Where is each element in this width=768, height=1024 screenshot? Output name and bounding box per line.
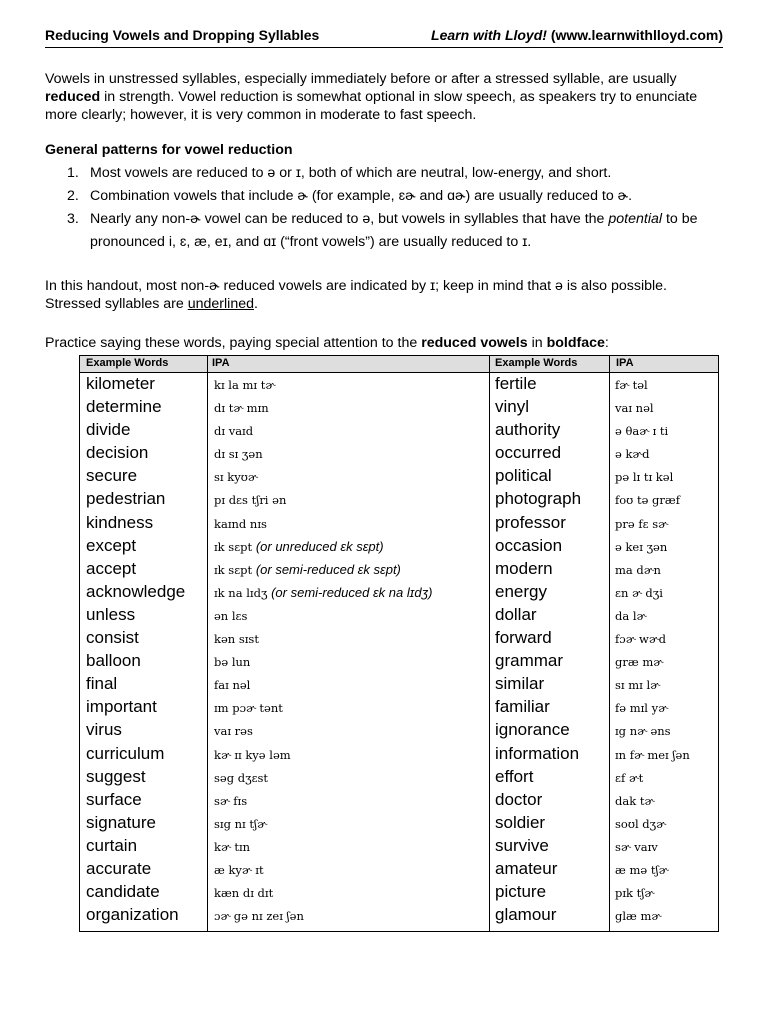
ipa-cell bbox=[214, 885, 273, 901]
example-word: vinyl bbox=[495, 397, 530, 417]
ipa-cell bbox=[214, 400, 269, 416]
practice-text: Practice saying these words, paying special attention to the bbox=[45, 335, 422, 351]
ipa-transcription: fɔɚ wɚd bbox=[615, 632, 666, 647]
example-word: glamour bbox=[495, 905, 557, 925]
example-word: balloon bbox=[86, 651, 141, 671]
ipa-transcription: ən lɛs bbox=[214, 608, 248, 623]
ipa-cell bbox=[214, 585, 432, 601]
ipa-transcription: dɪ sɪ ʒən bbox=[214, 447, 263, 462]
example-word: forward bbox=[495, 628, 552, 648]
example-word: grammar bbox=[495, 651, 564, 671]
list-text: Most vowels are reduced to ə or ɪ, both of which are neutral, low-energy, and short. bbox=[90, 165, 612, 181]
table-row bbox=[80, 512, 718, 535]
ipa-transcription: ɪk na lɪdʒ bbox=[214, 585, 268, 600]
ipa-cell bbox=[214, 770, 268, 786]
ipa-transcription: sɚ fɪs bbox=[214, 793, 248, 808]
ipa-transcription: kɚ ɪɪ kyə ləm bbox=[214, 747, 291, 762]
example-word: occasion bbox=[495, 535, 563, 555]
example-word: except bbox=[86, 535, 137, 555]
example-word: suggest bbox=[86, 766, 146, 786]
page-header bbox=[45, 27, 723, 48]
column-header-ipa-right: IPA bbox=[616, 357, 634, 369]
note-line-1: In this handout, most non-ɚ reduced vowels are indicated by ɪ; keep in mind that ə is also possible. bbox=[45, 278, 667, 294]
table-row bbox=[80, 627, 718, 650]
ipa-transcription: ɪk sɛpt bbox=[214, 539, 253, 554]
table-row bbox=[80, 835, 718, 858]
table-row bbox=[80, 488, 718, 511]
table-row bbox=[80, 604, 718, 627]
example-word: effort bbox=[495, 766, 534, 786]
table-row bbox=[80, 789, 718, 812]
table-row bbox=[80, 696, 718, 719]
example-word: virus bbox=[86, 720, 122, 740]
ipa-cell bbox=[214, 793, 247, 809]
table-header-row bbox=[80, 356, 718, 373]
example-word: kindness bbox=[86, 512, 154, 532]
ipa-transcription: ə kɚd bbox=[615, 447, 650, 462]
ipa-transcription: səg dʒɛst bbox=[214, 770, 269, 785]
ipa-transcription: pɪ dɛs tʃri ən bbox=[214, 493, 287, 508]
ipa-transcription: da lɚ bbox=[615, 608, 647, 623]
note-period: . bbox=[254, 296, 258, 312]
brand-credit bbox=[431, 27, 723, 43]
ipa-transcription: ma dɚn bbox=[615, 562, 661, 577]
list-text: to be pronounced i, ɛ, æ, eɪ, and ɑɪ (“front vowels”) are usually reduced to ɪ. bbox=[90, 211, 698, 250]
example-word: surface bbox=[86, 789, 142, 809]
ipa-transcription: ɪm pɔɚ tənt bbox=[214, 701, 283, 716]
example-word: doctor bbox=[495, 789, 543, 809]
ipa-cell bbox=[214, 516, 267, 532]
example-word: accurate bbox=[86, 858, 152, 878]
example-word: survive bbox=[495, 835, 549, 855]
list-number: 3. bbox=[67, 211, 79, 227]
intro-paragraph bbox=[45, 70, 725, 124]
ipa-cell bbox=[214, 377, 275, 393]
example-word: amateur bbox=[495, 858, 558, 878]
ipa-cell bbox=[214, 908, 304, 924]
example-word: modern bbox=[495, 558, 553, 578]
ipa-transcription: dɪ vaɪd bbox=[214, 424, 254, 439]
note-line-2: Stressed syllables are bbox=[45, 296, 188, 312]
table-row bbox=[80, 766, 718, 789]
ipa-cell bbox=[214, 723, 253, 739]
table-row bbox=[80, 881, 718, 904]
ipa-transcription: sɪ mɪ lɚ bbox=[615, 678, 660, 693]
ipa-transcription: bə lun bbox=[214, 655, 251, 670]
ipa-transcription: ə keɪ ʒən bbox=[615, 539, 668, 554]
ipa-transcription: ɛf ɚt bbox=[615, 770, 644, 785]
table-row bbox=[80, 904, 718, 927]
example-word: consist bbox=[86, 628, 139, 648]
practice-bold-2: boldface bbox=[546, 335, 605, 351]
ipa-transcription: dɪ tɚ mɪn bbox=[214, 401, 269, 416]
example-word: kilometer bbox=[86, 374, 155, 393]
ipa-transcription: kæn dɪ dɪt bbox=[214, 886, 274, 901]
example-word: acknowledge bbox=[86, 581, 186, 601]
table-row bbox=[80, 673, 718, 696]
ipa-cell bbox=[214, 631, 259, 647]
patterns-heading: General patterns for vowel reduction bbox=[45, 142, 293, 158]
ipa-cell bbox=[214, 747, 291, 763]
example-word: political bbox=[495, 466, 552, 486]
ipa-cell bbox=[214, 446, 263, 462]
words-table bbox=[79, 355, 719, 932]
ipa-cell bbox=[214, 654, 250, 670]
example-word: pedestrian bbox=[86, 489, 166, 509]
example-word: secure bbox=[86, 466, 138, 486]
ipa-transcription: faɪ nəl bbox=[214, 678, 251, 693]
brand-url: (www.learnwithlloyd.com) bbox=[550, 27, 723, 43]
ipa-transcription: fɚ təl bbox=[615, 378, 648, 392]
example-word: divide bbox=[86, 420, 131, 440]
ipa-transcription: sɚ vaɪv bbox=[615, 839, 658, 854]
list-item bbox=[45, 185, 725, 208]
example-word: professor bbox=[495, 512, 566, 532]
example-word: signature bbox=[86, 812, 156, 832]
example-word: important bbox=[86, 697, 157, 717]
ipa-note: (or semi-reduced ɛk na lɪdʒ) bbox=[271, 584, 433, 600]
ipa-cell bbox=[214, 423, 253, 439]
ipa-cell bbox=[214, 839, 250, 855]
ipa-cell bbox=[214, 469, 258, 485]
example-word: information bbox=[495, 743, 580, 763]
example-word: energy bbox=[495, 581, 547, 601]
ipa-cell bbox=[214, 539, 384, 555]
intro-text-1: Vowels in unstressed syllables, especially immediately before or after a stressed syllable, are usually bbox=[45, 71, 677, 87]
ipa-transcription: kaɪnd nɪs bbox=[214, 516, 267, 531]
ipa-transcription: ɪg nɚ əns bbox=[615, 724, 671, 739]
example-word: final bbox=[86, 674, 118, 694]
list-item bbox=[45, 208, 725, 254]
ipa-transcription: kɚ tɪn bbox=[214, 839, 251, 854]
ipa-cell bbox=[214, 492, 286, 508]
list-text: Nearly any non-ɚ vowel can be reduced to ə, but vowels in syllables that have the bbox=[90, 211, 609, 227]
ipa-transcription: kɪ la mɪ tɚ bbox=[214, 378, 276, 392]
ipa-note: (or semi-reduced ɛk sɛpt) bbox=[255, 561, 401, 577]
table-row bbox=[80, 396, 718, 419]
ipa-transcription: ɪn fɚ meɪ ʃən bbox=[615, 747, 690, 762]
patterns-list bbox=[45, 162, 725, 254]
intro-text-2: in strength. Vowel reduction is somewhat optional in slow speech, as speakers try to enunciate more clearly; however, it is very common in moderate to fast speech. bbox=[45, 89, 698, 123]
example-word: curriculum bbox=[86, 743, 165, 763]
underlined-word: underlined bbox=[187, 296, 254, 312]
table-row bbox=[80, 465, 718, 488]
table-row bbox=[80, 442, 718, 465]
ipa-transcription: ɔɚ gə nɪ zeɪ ʃən bbox=[214, 909, 304, 924]
ipa-transcription: soʊl dʒɚ bbox=[615, 816, 666, 831]
table-row bbox=[80, 373, 718, 396]
list-text: Combination vowels that include ɚ (for example, ɛɚ and ɑɚ) are usually reduced to ɚ. bbox=[90, 188, 633, 204]
table-row bbox=[80, 743, 718, 766]
example-word: determine bbox=[86, 397, 162, 417]
ipa-transcription: sɪg nɪ tʃɚ bbox=[214, 816, 267, 831]
list-emphasis: potential bbox=[608, 211, 663, 227]
example-word: accept bbox=[86, 558, 137, 578]
example-word: fertile bbox=[495, 374, 537, 393]
ipa-transcription: sɪ kyʊɚ bbox=[214, 470, 258, 485]
column-header-words-left: Example Words bbox=[86, 357, 169, 369]
example-word: unless bbox=[86, 604, 136, 624]
ipa-cell bbox=[214, 862, 264, 878]
handout-title: Reducing Vowels and Dropping Syllables bbox=[45, 27, 320, 43]
ipa-cell bbox=[214, 562, 401, 578]
brand-name: Learn with Lloyd! bbox=[431, 27, 547, 43]
ipa-transcription: ɛn ɚ dʒi bbox=[615, 585, 663, 600]
column-header-ipa-left: IPA bbox=[212, 357, 230, 369]
example-word: photograph bbox=[495, 489, 582, 509]
list-number: 1. bbox=[67, 165, 79, 181]
ipa-transcription: pɪk tʃɚ bbox=[615, 886, 655, 901]
example-word: similar bbox=[495, 674, 545, 694]
example-word: familiar bbox=[495, 697, 550, 717]
list-number: 2. bbox=[67, 188, 79, 204]
ipa-transcription: dak tɚ bbox=[615, 793, 655, 808]
example-word: candidate bbox=[86, 882, 160, 902]
ipa-transcription: ɪk sɛpt bbox=[214, 562, 253, 577]
example-word: dollar bbox=[495, 604, 537, 624]
example-word: picture bbox=[495, 882, 547, 902]
table-row bbox=[80, 858, 718, 881]
handout-note bbox=[45, 277, 725, 313]
table-row bbox=[80, 650, 718, 673]
example-word: ignorance bbox=[495, 720, 570, 740]
example-word: soldier bbox=[495, 812, 546, 832]
table-body bbox=[80, 373, 718, 927]
ipa-transcription: æ kyɚ ɪt bbox=[214, 862, 264, 877]
example-word: occurred bbox=[495, 443, 562, 463]
practice-text: in bbox=[527, 335, 547, 351]
list-item bbox=[45, 162, 725, 185]
ipa-cell bbox=[214, 677, 250, 693]
ipa-transcription: pə lɪ tɪ kəl bbox=[615, 470, 674, 485]
ipa-cell bbox=[214, 816, 267, 832]
practice-text: : bbox=[604, 335, 609, 351]
ipa-transcription: græ mɚ bbox=[615, 655, 663, 670]
ipa-transcription: fə mɪl yɚ bbox=[615, 701, 668, 716]
example-word: organization bbox=[86, 905, 179, 925]
ipa-transcription: vaɪ rəs bbox=[214, 724, 253, 739]
example-word: authority bbox=[495, 420, 561, 440]
ipa-transcription: glæ mɚ bbox=[615, 909, 662, 924]
ipa-transcription: æ mə tʃɚ bbox=[615, 862, 669, 877]
ipa-transcription: kən sɪst bbox=[214, 632, 259, 647]
ipa-transcription: foʊ tə græf bbox=[615, 493, 680, 508]
practice-bold-1: reduced vowels bbox=[421, 335, 528, 351]
intro-bold-term: reduced bbox=[45, 89, 101, 105]
table-row bbox=[80, 581, 718, 604]
ipa-cell bbox=[214, 700, 283, 716]
ipa-transcription: vaɪ nəl bbox=[615, 401, 654, 416]
ipa-cell bbox=[214, 608, 247, 624]
table-row bbox=[80, 535, 718, 558]
table-row bbox=[80, 812, 718, 835]
ipa-note: (or unreduced ɛk sɛpt) bbox=[255, 538, 384, 554]
ipa-transcription: prə fɛ sɚ bbox=[615, 516, 668, 531]
practice-instruction bbox=[45, 334, 725, 352]
example-word: curtain bbox=[86, 835, 138, 855]
example-word: decision bbox=[86, 443, 149, 463]
ipa-transcription: ə θaɚ ɪ ti bbox=[615, 424, 669, 439]
column-header-words-right: Example Words bbox=[495, 357, 578, 369]
table-row bbox=[80, 419, 718, 442]
table-row bbox=[80, 719, 718, 742]
table-row bbox=[80, 558, 718, 581]
